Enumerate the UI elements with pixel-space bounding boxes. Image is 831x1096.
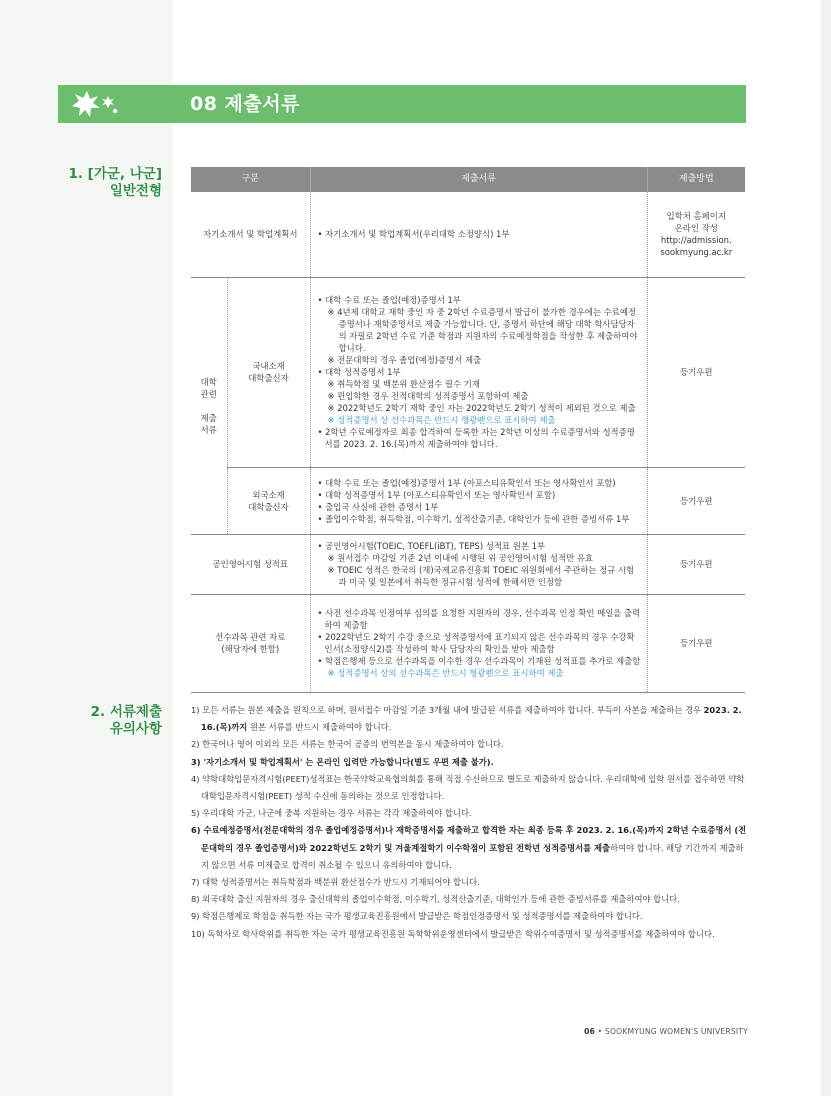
- row-method: 등기우편: [647, 594, 745, 692]
- list-item: • 공인영어시험(TOEIC, TOEFL(iBT), TEPS) 성적표 원본 1부: [317, 541, 545, 551]
- footer-org: SOOKMYUNG WOMEN'S UNIVERSITY: [604, 1027, 748, 1036]
- row-content: [310, 594, 647, 692]
- list-item: • 대학 수료 또는 졸업(예정)증명서 1부 (아포스티유확인서 또는 영사확인서 포함): [317, 477, 616, 488]
- group-line: 대학: [200, 376, 217, 387]
- header-category: 구분: [191, 167, 310, 191]
- note-item: 8) 외국대학 출신 지원자의 경우 출신대학의 졸업이수학점, 이수학기, 성적산출기준, 대학인가 등에 관한 증빙서류를 제출하여야 합니다.: [191, 894, 680, 905]
- list-item: • 대학 성적증명서 1부 (아포스티유확인서 또는 영사확인서 포함): [317, 489, 556, 500]
- note-item: 3) '자기소개서 및 학업계획서' 는 온라인 입력만 가능합니다(별도 우편 제출 불가).: [191, 756, 494, 767]
- row-method: 등기우편: [647, 534, 745, 594]
- method-line: 온라인 작성: [674, 223, 718, 233]
- row-category: [191, 594, 310, 692]
- row-method: [647, 191, 745, 277]
- sub-category: [227, 467, 310, 534]
- method-line: sookmyung.ac.kr: [660, 247, 733, 257]
- note-item: 4) 약학대학입문자격시험(PEET)성적표는 한국약학교육협의회를 통해 직접 수신하므로 별도로 제출하지 않습니다. 우리대학에 입학 원서를 접수하면 약학대학입문자격시험(PEET) 성적 수신에 동의하는 것으로 인정합니다.: [191, 773, 745, 802]
- row-category: 공인영어시험 성적표: [191, 534, 310, 594]
- sub-line: 국내소재: [252, 361, 285, 371]
- list-item: • 대학 수료 또는 졸업(예정)증명서 1부: [317, 295, 461, 305]
- list-item: • 2학년 수료예정자로 최종 합격하여 등록한 자는 2학년 이상의 수료증명서와 성적증명서를 2023. 2. 16.(목)까지 제출하여야 합니다.: [317, 427, 635, 449]
- group-line: 제출: [200, 412, 217, 423]
- sub-category: [227, 277, 310, 467]
- list-item: • 2022학년도 2학기 수강 중으로 성적증명서에 표기되지 않은 선수과목의 경우 수강확인서(소정양식2)를 작성하여 학사 담당자의 확인을 받아 제출함: [317, 632, 635, 654]
- row-method: 등기우편: [647, 277, 745, 467]
- list-note-highlight: ※ 성적증명서 상 선수과목은 반드시 형광펜으로 표시하여 제출: [327, 415, 556, 425]
- note-item: 7) 대학 성적증명서는 취득학점과 백분위 환산점수가 반드시 기재되어야 합니다.: [191, 877, 480, 888]
- sub-line: 외국소재: [252, 489, 285, 500]
- list-note: ※ 2022학년도 2학기 재학 중인 자는 2022학년도 2학기 성적이 제외된 것으로 제출: [327, 403, 636, 413]
- right-page-edge: [821, 0, 831, 1096]
- left-margin-band: [0, 0, 173, 1096]
- page-footer: [562, 1027, 748, 1036]
- list-note: ※ 편입학한 경우 전적대학의 성적증명서 포함하여 제출: [327, 391, 529, 401]
- footer-separator: •: [597, 1027, 603, 1036]
- section-1-title-line1: 1. [가군, 나군]: [68, 166, 162, 182]
- list-item: • 대학 성적증명서 1부: [317, 367, 401, 377]
- documents-table: [191, 167, 745, 693]
- header-documents: 제출서류: [310, 167, 647, 191]
- list-note: ※ 취득학점 및 백분위 환산점수 필수 기재: [327, 379, 480, 389]
- method-line: 입학처 홈페이지: [666, 211, 726, 221]
- note-item: 9) 학점은행제로 학점을 취득한 자는 국가 평생교육진흥원에서 발급받은 학점인정증명서 및 성적증명서를 제출하여야 합니다.: [191, 911, 643, 922]
- note-text: 1) 모든 서류는 원본 제출을 원칙으로 하며, 원서접수 마감일 기준 3개월 내에 발급된 서류를 제출하여야 합니다. 부득이 사본을 제출하는 경우: [191, 705, 701, 715]
- table-header-row: [191, 167, 745, 191]
- note-text: 하여야 합니다. 해당 기간까지 제출하지 않으면 서류 미제출로 합격이 취소될 수 있으니 유의하여야 합니다.: [201, 842, 744, 870]
- page-title: 08 제출서류: [190, 93, 300, 115]
- row-method: 등기우편: [647, 467, 745, 534]
- list-note: ※ 4년제 대학교 재학 중인 자 중 2학년 수료증명서 발급이 불가한 경우에는 수료예정증명서나 재학증명서로 제출 가능합니다. 단, 증명서 하단에 해당 대학 학사담당자의 자필로 2학년 수료 기준 학점과 지원자의 수료예정학점을 작성한 후 제출하여야 합니다.: [327, 307, 638, 353]
- note-item: [191, 822, 747, 874]
- group-category: [191, 277, 227, 534]
- table-row: [191, 594, 745, 692]
- section-2-title-line1: 2. 서류제출: [90, 704, 162, 720]
- note-item: 10) 독학사로 학사학위를 취득한 자는 국가 평생교육진흥원 독학학위운영센터에서 발급받은 학위수여증명서 및 성적증명서를 제출하여야 합니다.: [191, 928, 715, 939]
- list-item: • 학점은행제 등으로 선수과목을 이수한 경우 선수과목이 기재된 성적표를 추가로 제출함: [317, 656, 641, 666]
- method-line: http://admission.: [660, 235, 732, 245]
- note-item: [191, 702, 747, 736]
- header-method: 제출방법: [647, 167, 745, 191]
- section-1-title-line2: 일반전형: [109, 183, 162, 199]
- list-note-highlight: ※ 성적증명서 상의 선수과목은 반드시 형광펜으로 표시하여 제출: [327, 668, 564, 678]
- group-line: 서류: [200, 424, 217, 435]
- category-line: (해당자에 한함): [221, 644, 280, 654]
- list-note: ※ 전문대학의 경우 졸업(예정)증명서 제출: [327, 355, 482, 365]
- list-note: ※ 원서접수 마감일 기준 2년 이내에 시행된 위 공인영어시험 성적만 유효: [327, 553, 594, 563]
- list-item: • 졸업이수학점, 취득학점, 이수학기, 성적산출기준, 대학인가 등에 관한 증빙서류 1부: [317, 513, 630, 524]
- section-1-title: [50, 166, 162, 200]
- table-row: [191, 534, 745, 594]
- row-content: [310, 534, 647, 594]
- list-note: ※ TOEIC 성적은 한국의 (재)국제교류진흥회 TOEIC 위원회에서 주관하는 정규 시험과 미국 및 일본에서 취득한 정규시험 성적에 한해서만 인정함: [327, 565, 635, 587]
- table-row: [191, 467, 745, 534]
- list-item: • 출입국 사실에 관한 증명서 1부: [317, 501, 439, 512]
- table-row: [191, 191, 745, 277]
- list-item: • 사전 선수과목 인정여부 심의를 요청한 지원자의 경우, 선수과목 인정 확인 메일을 출력하여 제출함: [317, 608, 641, 630]
- section-2-title-line2: 유의사항: [109, 721, 162, 737]
- row-category: 자기소개서 및 학업계획서: [191, 191, 310, 277]
- group-line: [191, 400, 227, 412]
- notes-list: [191, 702, 747, 943]
- page-number: 06: [584, 1027, 596, 1036]
- row-content: [310, 467, 647, 534]
- list-item: • 자기소개서 및 학업계획서(우리대학 소정양식) 1부: [317, 229, 510, 239]
- section-header-bar: [58, 85, 746, 123]
- note-text: 원본 서류를 반드시 제출하여야 합니다.: [247, 722, 392, 733]
- note-item: 2) 한국어나 영어 이외의 모든 서류는 한국어 공증의 번역본을 동시 제출하여야 합니다.: [191, 739, 504, 750]
- table-row: [191, 277, 745, 467]
- row-content: [310, 277, 647, 467]
- note-text-bold: 6) 수료예정증명서(전문대학의 경우 졸업예정증명서)나 재학증명서를 제출하고 합격한 자는 최종 등록 후 2023. 2. 16.(목)까지 2학년 수료증명서 (전문대학의 경우 졸업증명서)와 2022학년도 2학기 및 겨울계절학기 이수학점이 포함된 전학년 성적증명서를 제출: [191, 825, 747, 853]
- sub-line: 대학출신자: [248, 373, 289, 383]
- row-content: [310, 191, 647, 277]
- sub-line: 대학출신자: [248, 501, 289, 512]
- note-date: 2023. 2. 16.(목)까지: [201, 705, 742, 733]
- star-burst-icon: [70, 89, 140, 119]
- category-line: 선수과목 관련 자료: [215, 632, 286, 642]
- note-item: 5) 우리대학 가군, 나군에 중복 지원하는 경우 서류는 각각 제출하여야 합니다.: [191, 808, 472, 819]
- group-line: 관련: [200, 388, 217, 399]
- section-2-title: [50, 704, 162, 738]
